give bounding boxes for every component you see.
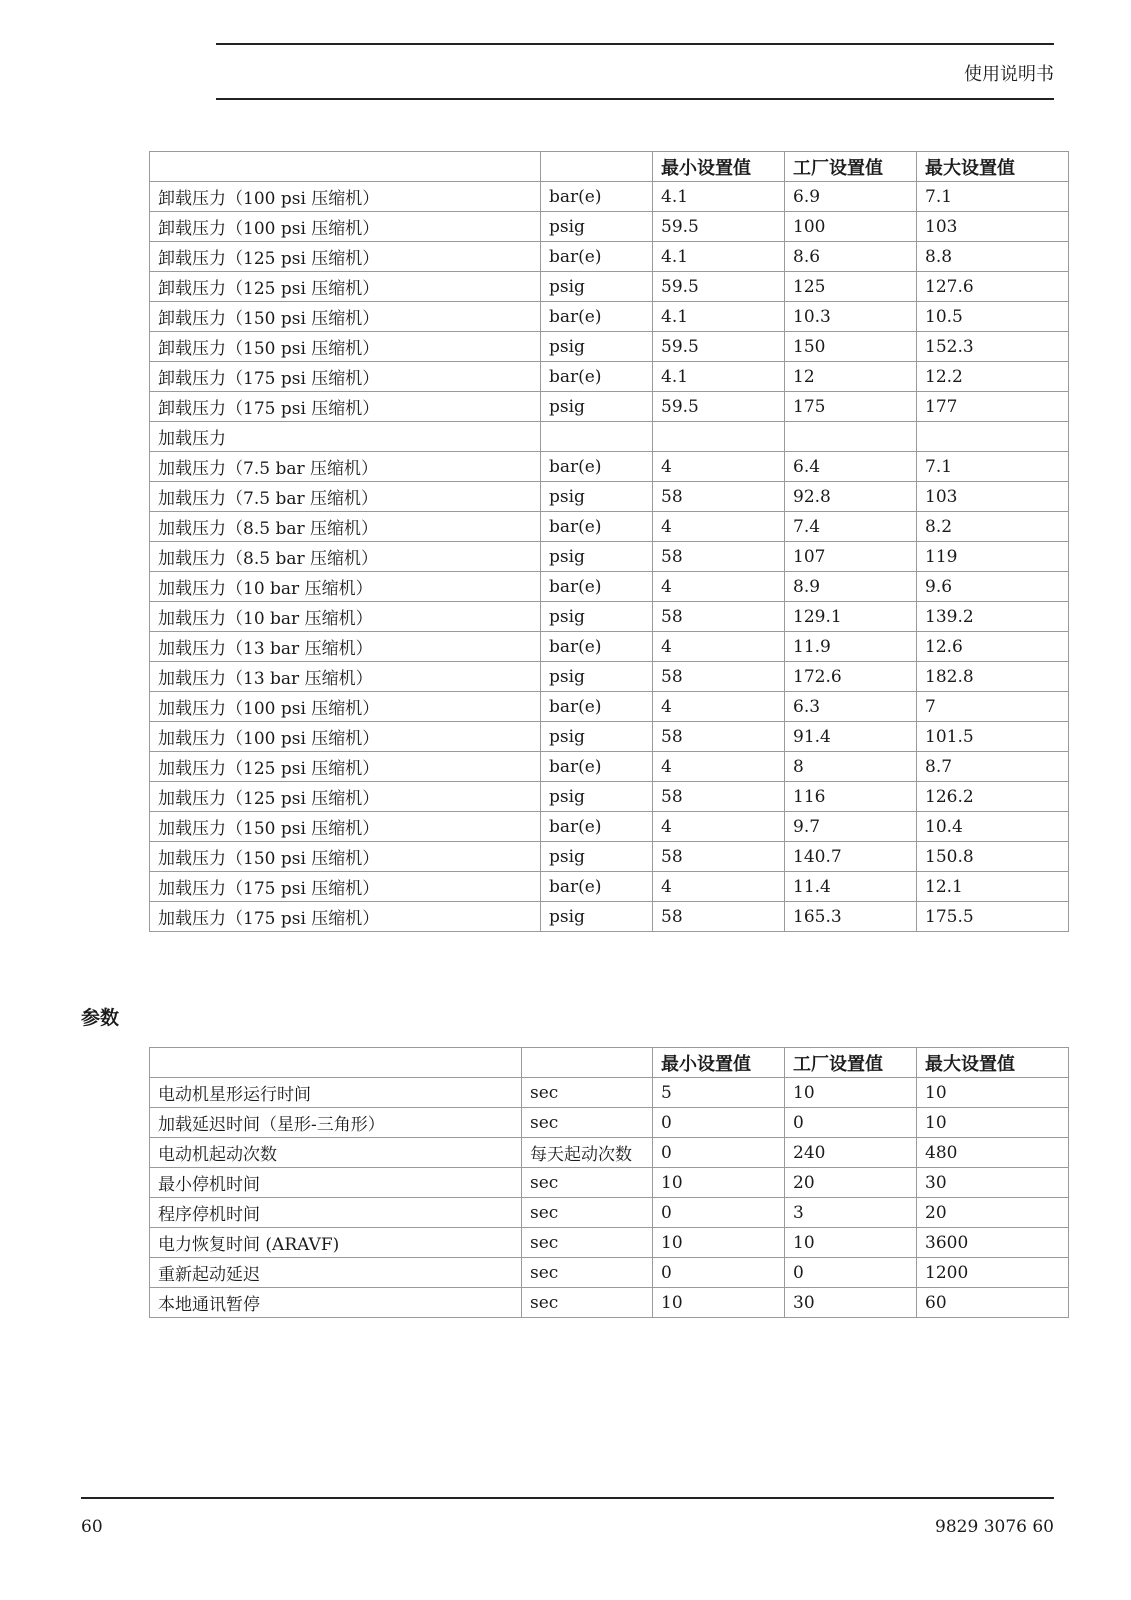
table-cell: 卸载压力（125 psi 压缩机） bbox=[150, 272, 541, 302]
table-cell: 10 bbox=[917, 1078, 1069, 1108]
table-cell: 加载压力（100 psi 压缩机） bbox=[150, 722, 541, 752]
pressure-settings-table bbox=[149, 151, 1069, 932]
table-cell: sec bbox=[522, 1288, 653, 1318]
table-cell: 卸载压力（125 psi 压缩机） bbox=[150, 242, 541, 272]
table-cell: bar(e) bbox=[541, 812, 653, 842]
table-cell: 7.1 bbox=[917, 182, 1069, 212]
table-row bbox=[150, 452, 1069, 482]
table-cell: 加载压力（10 bar 压缩机） bbox=[150, 602, 541, 632]
table-row bbox=[150, 332, 1069, 362]
table-cell: psig bbox=[541, 782, 653, 812]
table-cell: 103 bbox=[917, 482, 1069, 512]
table-row bbox=[150, 812, 1069, 842]
header-cell bbox=[150, 152, 541, 182]
table-cell: 加载压力 bbox=[150, 422, 541, 452]
table-cell: 4.1 bbox=[653, 182, 785, 212]
table-cell: psig bbox=[541, 542, 653, 572]
table-cell: 加载压力（10 bar 压缩机） bbox=[150, 572, 541, 602]
table-cell: bar(e) bbox=[541, 872, 653, 902]
table-cell: 加载压力（7.5 bar 压缩机） bbox=[150, 482, 541, 512]
table-cell: bar(e) bbox=[541, 692, 653, 722]
table-cell: bar(e) bbox=[541, 512, 653, 542]
table-row bbox=[150, 542, 1069, 572]
table-cell: 加载压力（150 psi 压缩机） bbox=[150, 812, 541, 842]
table-cell: 加载压力（100 psi 压缩机） bbox=[150, 692, 541, 722]
table-cell: 3600 bbox=[917, 1228, 1069, 1258]
table-cell: sec bbox=[522, 1228, 653, 1258]
table-row bbox=[150, 1168, 1069, 1198]
table-cell: 150.8 bbox=[917, 842, 1069, 872]
table-cell: 10.3 bbox=[785, 302, 917, 332]
table-cell bbox=[917, 422, 1069, 452]
table-cell: 4.1 bbox=[653, 362, 785, 392]
table-cell: bar(e) bbox=[541, 302, 653, 332]
header-title: 使用说明书 bbox=[964, 64, 1054, 85]
table-cell: 175 bbox=[785, 392, 917, 422]
table-cell: 卸载压力（175 psi 压缩机） bbox=[150, 362, 541, 392]
table-cell: 卸载压力（100 psi 压缩机） bbox=[150, 212, 541, 242]
table-cell: 116 bbox=[785, 782, 917, 812]
table-cell: 8.8 bbox=[917, 242, 1069, 272]
table-row bbox=[150, 1228, 1069, 1258]
table-row bbox=[150, 392, 1069, 422]
table-cell: 12 bbox=[785, 362, 917, 392]
table-cell: 172.6 bbox=[785, 662, 917, 692]
table-cell: 11.4 bbox=[785, 872, 917, 902]
table-cell: 58 bbox=[653, 662, 785, 692]
table-cell: psig bbox=[541, 212, 653, 242]
table-cell: psig bbox=[541, 842, 653, 872]
table-cell: 152.3 bbox=[917, 332, 1069, 362]
header-cell bbox=[541, 152, 653, 182]
table-row bbox=[150, 512, 1069, 542]
table-cell: 加载压力（7.5 bar 压缩机） bbox=[150, 452, 541, 482]
table-cell: 3 bbox=[785, 1198, 917, 1228]
section-title-params: 参数 bbox=[81, 1007, 120, 1029]
table-cell: 58 bbox=[653, 722, 785, 752]
table-cell: 10 bbox=[785, 1228, 917, 1258]
table-row bbox=[150, 572, 1069, 602]
table-cell: psig bbox=[541, 722, 653, 752]
table-cell: psig bbox=[541, 602, 653, 632]
table-cell: 电力恢复时间 (ARAVF) bbox=[150, 1228, 522, 1258]
table-cell: 165.3 bbox=[785, 902, 917, 932]
table-cell: 8.6 bbox=[785, 242, 917, 272]
table-cell: 7.1 bbox=[917, 452, 1069, 482]
table-cell: 7 bbox=[917, 692, 1069, 722]
table-cell: 0 bbox=[653, 1138, 785, 1168]
table-cell: 12.1 bbox=[917, 872, 1069, 902]
table-cell: 139.2 bbox=[917, 602, 1069, 632]
table-cell: 程序停机时间 bbox=[150, 1198, 522, 1228]
table-cell: 0 bbox=[785, 1258, 917, 1288]
table-row bbox=[150, 722, 1069, 752]
table-row bbox=[150, 302, 1069, 332]
table-cell: 10 bbox=[653, 1288, 785, 1318]
table-cell: sec bbox=[522, 1078, 653, 1108]
table-cell: 30 bbox=[917, 1168, 1069, 1198]
table-cell: 8 bbox=[785, 752, 917, 782]
table-cell: 卸载压力（150 psi 压缩机） bbox=[150, 302, 541, 332]
table-cell: 4.1 bbox=[653, 302, 785, 332]
table-cell: 103 bbox=[917, 212, 1069, 242]
table-cell: 加载压力（13 bar 压缩机） bbox=[150, 632, 541, 662]
table-cell: 10 bbox=[785, 1078, 917, 1108]
document-number: 9829 3076 60 bbox=[935, 1517, 1054, 1537]
table-cell: 59.5 bbox=[653, 392, 785, 422]
table-cell: 58 bbox=[653, 602, 785, 632]
header-cell: 最小设置值 bbox=[653, 152, 785, 182]
table-row bbox=[150, 602, 1069, 632]
table-row bbox=[150, 272, 1069, 302]
table-cell: 60 bbox=[917, 1288, 1069, 1318]
table-cell: 重新起动延迟 bbox=[150, 1258, 522, 1288]
table-cell: bar(e) bbox=[541, 632, 653, 662]
table-cell: 58 bbox=[653, 902, 785, 932]
table-cell: 0 bbox=[785, 1108, 917, 1138]
table-cell: 59.5 bbox=[653, 212, 785, 242]
table-cell: 9.6 bbox=[917, 572, 1069, 602]
table-cell: 1200 bbox=[917, 1258, 1069, 1288]
table-row bbox=[150, 422, 1069, 452]
table-cell: 0 bbox=[653, 1108, 785, 1138]
table-cell: 卸载压力（100 psi 压缩机） bbox=[150, 182, 541, 212]
table-cell: 4 bbox=[653, 632, 785, 662]
header-cell: 最小设置值 bbox=[653, 1048, 785, 1078]
table-cell: 58 bbox=[653, 842, 785, 872]
table-cell: 30 bbox=[785, 1288, 917, 1318]
table-row bbox=[150, 1258, 1069, 1288]
table-row bbox=[150, 842, 1069, 872]
table-cell: 9.7 bbox=[785, 812, 917, 842]
table-cell: 150 bbox=[785, 332, 917, 362]
table-cell: 加载压力（175 psi 压缩机） bbox=[150, 902, 541, 932]
table-cell: 20 bbox=[785, 1168, 917, 1198]
table-cell: 加载延迟时间（星形-三角形） bbox=[150, 1108, 522, 1138]
table-cell: 140.7 bbox=[785, 842, 917, 872]
table-cell: 加载压力（150 psi 压缩机） bbox=[150, 842, 541, 872]
table-cell: 6.9 bbox=[785, 182, 917, 212]
table-cell: 119 bbox=[917, 542, 1069, 572]
table-cell: 8.2 bbox=[917, 512, 1069, 542]
table-cell: sec bbox=[522, 1198, 653, 1228]
table-cell: psig bbox=[541, 332, 653, 362]
table-cell: 电动机星形运行时间 bbox=[150, 1078, 522, 1108]
table-cell: 8.9 bbox=[785, 572, 917, 602]
table-cell: 4 bbox=[653, 512, 785, 542]
table-cell: 58 bbox=[653, 482, 785, 512]
table-cell: 4 bbox=[653, 752, 785, 782]
header-rule-bottom bbox=[216, 98, 1054, 100]
table-cell: bar(e) bbox=[541, 182, 653, 212]
table-header-row bbox=[150, 1048, 1069, 1078]
table-cell: 最小停机时间 bbox=[150, 1168, 522, 1198]
table-cell: 100 bbox=[785, 212, 917, 242]
table-row bbox=[150, 662, 1069, 692]
table-cell: 卸载压力（150 psi 压缩机） bbox=[150, 332, 541, 362]
table-cell: bar(e) bbox=[541, 242, 653, 272]
table-row bbox=[150, 1288, 1069, 1318]
table-cell: 电动机起动次数 bbox=[150, 1138, 522, 1168]
table-row bbox=[150, 182, 1069, 212]
table-cell: 4 bbox=[653, 452, 785, 482]
table-cell: 59.5 bbox=[653, 272, 785, 302]
parameters-table bbox=[149, 1047, 1069, 1318]
table-cell: 卸载压力（175 psi 压缩机） bbox=[150, 392, 541, 422]
table-cell: 101.5 bbox=[917, 722, 1069, 752]
table-cell: 127.6 bbox=[917, 272, 1069, 302]
table-cell bbox=[653, 422, 785, 452]
table-cell: 加载压力（125 psi 压缩机） bbox=[150, 752, 541, 782]
table-cell: 4.1 bbox=[653, 242, 785, 272]
table-cell: 91.4 bbox=[785, 722, 917, 752]
table-row bbox=[150, 692, 1069, 722]
table-cell: 182.8 bbox=[917, 662, 1069, 692]
table-row bbox=[150, 1198, 1069, 1228]
table-cell: 177 bbox=[917, 392, 1069, 422]
page-number: 60 bbox=[81, 1517, 103, 1537]
table-cell: 4 bbox=[653, 872, 785, 902]
table-cell: bar(e) bbox=[541, 362, 653, 392]
table-cell: 126.2 bbox=[917, 782, 1069, 812]
table-cell: bar(e) bbox=[541, 572, 653, 602]
table-row bbox=[150, 1108, 1069, 1138]
table-cell: 加载压力（175 psi 压缩机） bbox=[150, 872, 541, 902]
table-cell: 加载压力（125 psi 压缩机） bbox=[150, 782, 541, 812]
table-cell: 480 bbox=[917, 1138, 1069, 1168]
table-cell: 加载压力（13 bar 压缩机） bbox=[150, 662, 541, 692]
table-cell: 4 bbox=[653, 572, 785, 602]
table-cell: psig bbox=[541, 482, 653, 512]
table-cell: psig bbox=[541, 392, 653, 422]
table-cell: sec bbox=[522, 1258, 653, 1288]
header-cell: 最大设置值 bbox=[917, 1048, 1069, 1078]
table-cell: psig bbox=[541, 902, 653, 932]
table-cell: 10 bbox=[917, 1108, 1069, 1138]
table-cell: 12.2 bbox=[917, 362, 1069, 392]
table-cell: 本地通讯暂停 bbox=[150, 1288, 522, 1318]
table-cell: 4 bbox=[653, 692, 785, 722]
table-row bbox=[150, 782, 1069, 812]
table-row bbox=[150, 1078, 1069, 1108]
header-cell: 工厂设置值 bbox=[785, 152, 917, 182]
table-cell: 4 bbox=[653, 812, 785, 842]
table-cell: 0 bbox=[653, 1198, 785, 1228]
table-row bbox=[150, 632, 1069, 662]
table-row bbox=[150, 482, 1069, 512]
table-cell: 10 bbox=[653, 1168, 785, 1198]
table-cell: 125 bbox=[785, 272, 917, 302]
table-cell: bar(e) bbox=[541, 752, 653, 782]
table-row bbox=[150, 902, 1069, 932]
table-cell: psig bbox=[541, 272, 653, 302]
table-header-row bbox=[150, 152, 1069, 182]
table-cell: 59.5 bbox=[653, 332, 785, 362]
table-cell: 58 bbox=[653, 542, 785, 572]
table-row bbox=[150, 362, 1069, 392]
table-cell: sec bbox=[522, 1168, 653, 1198]
table-cell: 175.5 bbox=[917, 902, 1069, 932]
table-cell: 加载压力（8.5 bar 压缩机） bbox=[150, 542, 541, 572]
table-row bbox=[150, 212, 1069, 242]
table-cell: bar(e) bbox=[541, 452, 653, 482]
table-cell: 12.6 bbox=[917, 632, 1069, 662]
table-cell: 240 bbox=[785, 1138, 917, 1168]
table-cell: 加载压力（8.5 bar 压缩机） bbox=[150, 512, 541, 542]
table-cell bbox=[541, 422, 653, 452]
footer-rule bbox=[81, 1497, 1054, 1499]
table-cell bbox=[785, 422, 917, 452]
table-cell: 6.3 bbox=[785, 692, 917, 722]
header-cell bbox=[522, 1048, 653, 1078]
table-cell: 107 bbox=[785, 542, 917, 572]
table-cell: sec bbox=[522, 1108, 653, 1138]
table-row bbox=[150, 752, 1069, 782]
table-cell: 20 bbox=[917, 1198, 1069, 1228]
header-cell bbox=[150, 1048, 522, 1078]
header-cell: 工厂设置值 bbox=[785, 1048, 917, 1078]
table-cell: 10.4 bbox=[917, 812, 1069, 842]
table-row bbox=[150, 1138, 1069, 1168]
table-cell: 11.9 bbox=[785, 632, 917, 662]
table-cell: 5 bbox=[653, 1078, 785, 1108]
table-cell: 58 bbox=[653, 782, 785, 812]
table-cell: 8.7 bbox=[917, 752, 1069, 782]
header-rule-top bbox=[216, 43, 1054, 45]
table-cell: 10 bbox=[653, 1228, 785, 1258]
table-cell: psig bbox=[541, 662, 653, 692]
table-row bbox=[150, 242, 1069, 272]
table-cell: 10.5 bbox=[917, 302, 1069, 332]
table-cell: 92.8 bbox=[785, 482, 917, 512]
table-cell: 7.4 bbox=[785, 512, 917, 542]
header-cell: 最大设置值 bbox=[917, 152, 1069, 182]
table-cell: 每天起动次数 bbox=[522, 1138, 653, 1168]
table-row bbox=[150, 872, 1069, 902]
table-cell: 6.4 bbox=[785, 452, 917, 482]
table-cell: 129.1 bbox=[785, 602, 917, 632]
table-cell: 0 bbox=[653, 1258, 785, 1288]
